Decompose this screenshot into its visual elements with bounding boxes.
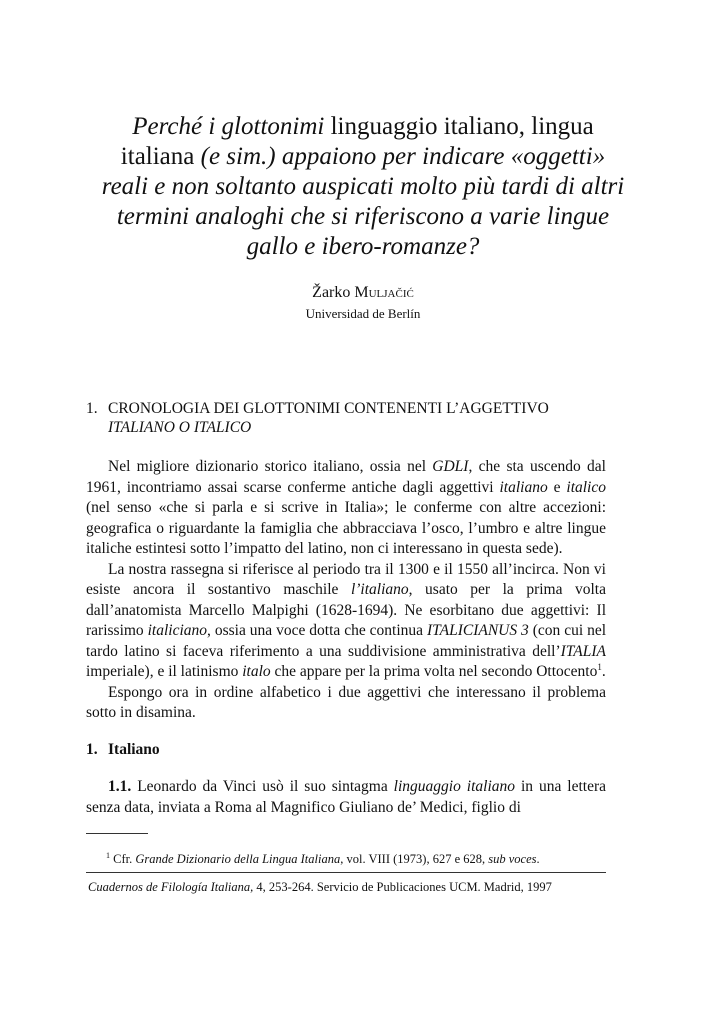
paragraph <box>86 777 606 818</box>
body-text <box>86 457 606 724</box>
text-italic: italiciano <box>147 622 208 639</box>
footnote-ref[interactable]: 1 <box>597 661 602 672</box>
author-affiliation: Universidad de Berlín <box>305 306 421 321</box>
text-italic: l’italiano <box>350 581 409 598</box>
paragraph <box>86 457 606 560</box>
body-text <box>86 777 606 818</box>
text: , usato per la prima volta dall’anatomista Marcello Malpighi (1628-1694). Ne esorbitano due aggettivi: Il rarissimo <box>86 581 606 639</box>
section-heading <box>86 399 549 437</box>
page-footer-divider <box>86 872 606 873</box>
text: . <box>601 663 606 680</box>
journal-name: Cuadernos de Filología Italiana, <box>88 880 254 894</box>
text: e <box>547 478 567 496</box>
title-part: termini analoghi che si riferiscono a varie lingue <box>116 203 610 230</box>
text: , ossia una voce dotta che continua <box>207 622 427 639</box>
footnote-mark: 1 <box>106 851 110 860</box>
text: . <box>536 852 540 867</box>
text-italic: linguaggio italiano <box>393 778 516 795</box>
journal-citation <box>88 879 552 895</box>
text: , vol. VIII (1973), 627 e 628, <box>340 852 489 867</box>
text-italic: GDLI <box>432 458 469 475</box>
text: in una lettera senza data, inviata a Roma al Magnifico Giuliano de’ Medici, figlio di <box>86 778 606 816</box>
paragraph <box>86 560 606 683</box>
text-italic: italico <box>566 478 606 496</box>
section-title-line2: ITALIANO O ITALICO <box>108 419 252 436</box>
text-italic: italo <box>242 663 271 680</box>
journal-details: 4, 253-264. Servicio de Publicaciones UCM. Madrid, 1997 <box>253 880 552 894</box>
text: (con cui nel tardo latino si faceva riferimento a una suddivisione amministrativa dell’ <box>86 622 607 660</box>
text-italic: sub voces <box>488 852 537 867</box>
text: (nel senso «che si parla e si scrive in Italia»; le conferme con altre accezioni: geografica o riguardante la famiglia che abbracciava l’osco, l’umbro e altre lingue italiche estintesi sotto l’impatto del latino, non ci interessano in questa sede). <box>86 499 606 557</box>
text-italic: ITALIA <box>560 642 606 660</box>
title-part: Perché i glottonimi <box>132 113 325 140</box>
subsection-number: 1. <box>86 741 98 758</box>
text: , che sta uscendo dal 1961, incontriamo assai scarse conferme antiche dagli aggettivi <box>86 458 606 496</box>
section-title-line1: CRONOLOGIA DEI GLOTTONIMI CONTENENTI L’AGGETTIVO <box>108 400 549 417</box>
text: La nostra rassegna si riferisce al periodo tra il 1300 e il 1550 all’incirca. Non vi esiste ancora il sostantivo maschile <box>86 560 606 598</box>
paragraph: Espongo ora in ordine alfabetico i due aggettivi che interessano il problema sotto in disamina. <box>86 683 606 721</box>
title-part: gallo e ibero-romanze? <box>246 233 480 260</box>
text: che appare per la prima volta nel secondo Ottocento <box>270 663 598 680</box>
text: Leonardo da Vinci usò il suo sintagma <box>131 778 394 795</box>
footnote <box>106 848 540 867</box>
title-part: (e sim.) appaiono per indicare «oggetti» <box>200 143 606 170</box>
text: Cfr. <box>110 852 136 867</box>
author-first-name: Žarko <box>312 284 351 301</box>
paragraph-number: 1.1. <box>108 778 132 795</box>
author-name <box>0 283 726 303</box>
section-number: 1. <box>86 400 98 417</box>
title-part: reali e non soltanto auspicati molto più tardi di altri <box>101 173 625 200</box>
title-part: linguaggio italiano, lingua <box>324 113 594 140</box>
text-italic: ITALICIANUS 3 <box>426 622 529 639</box>
text-italic: italiano <box>499 478 548 496</box>
author-last-name: Muljačić <box>354 284 414 301</box>
text-italic: Grande Dizionario della Lingua Italiana <box>135 852 341 867</box>
text: Nel migliore dizionario storico italiano, ossia nel <box>108 458 433 475</box>
article-title <box>70 112 656 262</box>
subsection-title: Italiano <box>108 741 160 758</box>
subsection-heading <box>86 740 160 759</box>
footnote-divider <box>86 833 148 834</box>
title-part: italiana <box>120 143 201 170</box>
text: imperiale), e il latinismo <box>86 663 243 680</box>
